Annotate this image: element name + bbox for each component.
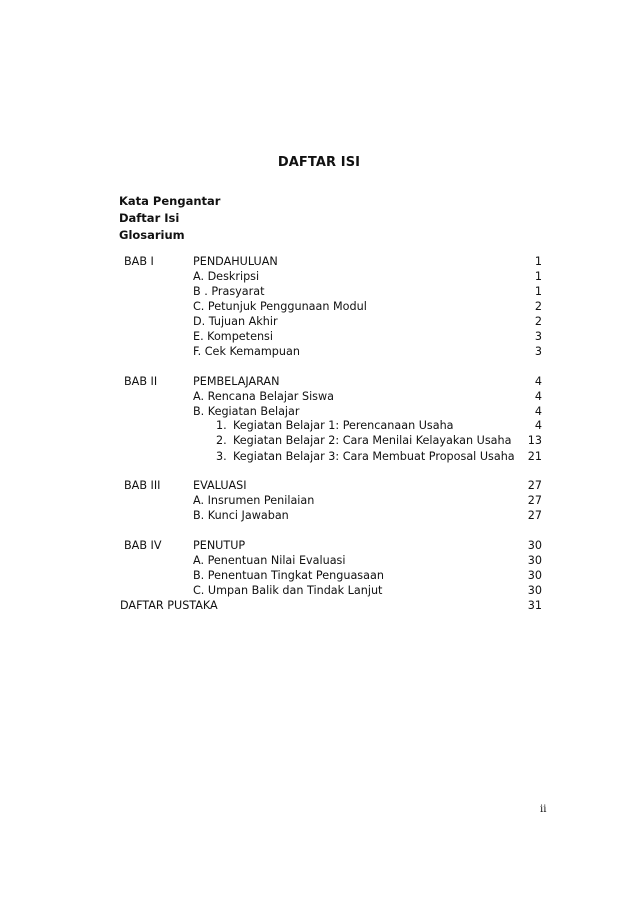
subentry-text: Kegiatan Belajar 2: Cara Menilai Kelayakan Usaha [233, 434, 512, 447]
bibliography-entry: DAFTAR PUSTAKA [120, 599, 218, 612]
toc-page: 21 [527, 450, 542, 463]
toc-page: 30 [527, 569, 542, 582]
toc-page: 4 [534, 405, 542, 418]
toc-entry: C. Petunjuk Penggunaan Modul [193, 300, 367, 313]
toc-subentry [216, 433, 511, 448]
toc-page: 31 [527, 599, 542, 612]
toc-page: 30 [527, 584, 542, 597]
chapter-page: 30 [527, 539, 542, 552]
subentry-number: 3. [216, 450, 227, 463]
chapter-title: EVALUASI [193, 479, 247, 492]
toc-entry: D. Tujuan Akhir [193, 315, 278, 328]
front-matter-list [119, 193, 220, 244]
front-matter-item: Glosarium [119, 228, 185, 242]
chapter-title: PENDAHULUAN [193, 255, 278, 268]
chapter-title: PENUTUP [193, 539, 246, 552]
toc-subentry [216, 418, 454, 433]
toc-page: 27 [527, 494, 542, 507]
toc-entry: B. Penentuan Tingkat Penguasaan [193, 569, 384, 582]
toc-page: 1 [534, 270, 542, 283]
front-matter-item: Daftar Isi [119, 211, 180, 225]
toc-page: 2 [534, 300, 542, 313]
toc-entry: E. Kompetensi [193, 330, 273, 343]
toc-page: 3 [534, 330, 542, 343]
subentry-number: 1. [216, 419, 227, 432]
toc-page: 27 [527, 509, 542, 522]
subentry-text: Kegiatan Belajar 3: Cara Membuat Proposal Usaha [233, 450, 515, 463]
toc-entry: C. Umpan Balik dan Tindak Lanjut [193, 584, 383, 597]
chapter-label: BAB III [124, 479, 161, 492]
toc-page: 2 [534, 315, 542, 328]
toc-entry: B. Kegiatan Belajar [193, 405, 300, 418]
chapter-page: 1 [534, 255, 542, 268]
page-number: ii [540, 804, 547, 815]
chapter-page: 27 [527, 479, 542, 492]
subentry-text: Kegiatan Belajar 1: Perencanaan Usaha [233, 419, 454, 432]
chapter-page: 4 [534, 375, 542, 388]
chapter-label: BAB II [124, 375, 158, 388]
toc-subentry [216, 449, 515, 464]
toc-entry: B . Prasyarat [193, 285, 265, 298]
toc-page: 4 [534, 390, 542, 403]
toc-entry: F. Cek Kemampuan [193, 345, 300, 358]
toc-page: 3 [534, 345, 542, 358]
toc-page: 13 [527, 434, 542, 447]
toc-entry: A. Deskripsi [193, 270, 260, 283]
toc-page: 4 [534, 419, 542, 432]
chapter-label: BAB I [124, 255, 154, 268]
chapter-title: PEMBELAJARAN [193, 375, 280, 388]
toc-page: 30 [527, 554, 542, 567]
toc-entry: A. Penentuan Nilai Evaluasi [193, 554, 346, 567]
chapter-label: BAB IV [124, 539, 162, 552]
page-title: DAFTAR ISI [277, 155, 361, 170]
toc-entry: A. Insrumen Penilaian [193, 494, 315, 507]
front-matter-item: Kata Pengantar [119, 194, 221, 208]
subentry-number: 2. [216, 434, 227, 447]
toc-entry: A. Rencana Belajar Siswa [193, 390, 335, 403]
toc-page: 1 [534, 285, 542, 298]
toc-entry: B. Kunci Jawaban [193, 509, 289, 522]
